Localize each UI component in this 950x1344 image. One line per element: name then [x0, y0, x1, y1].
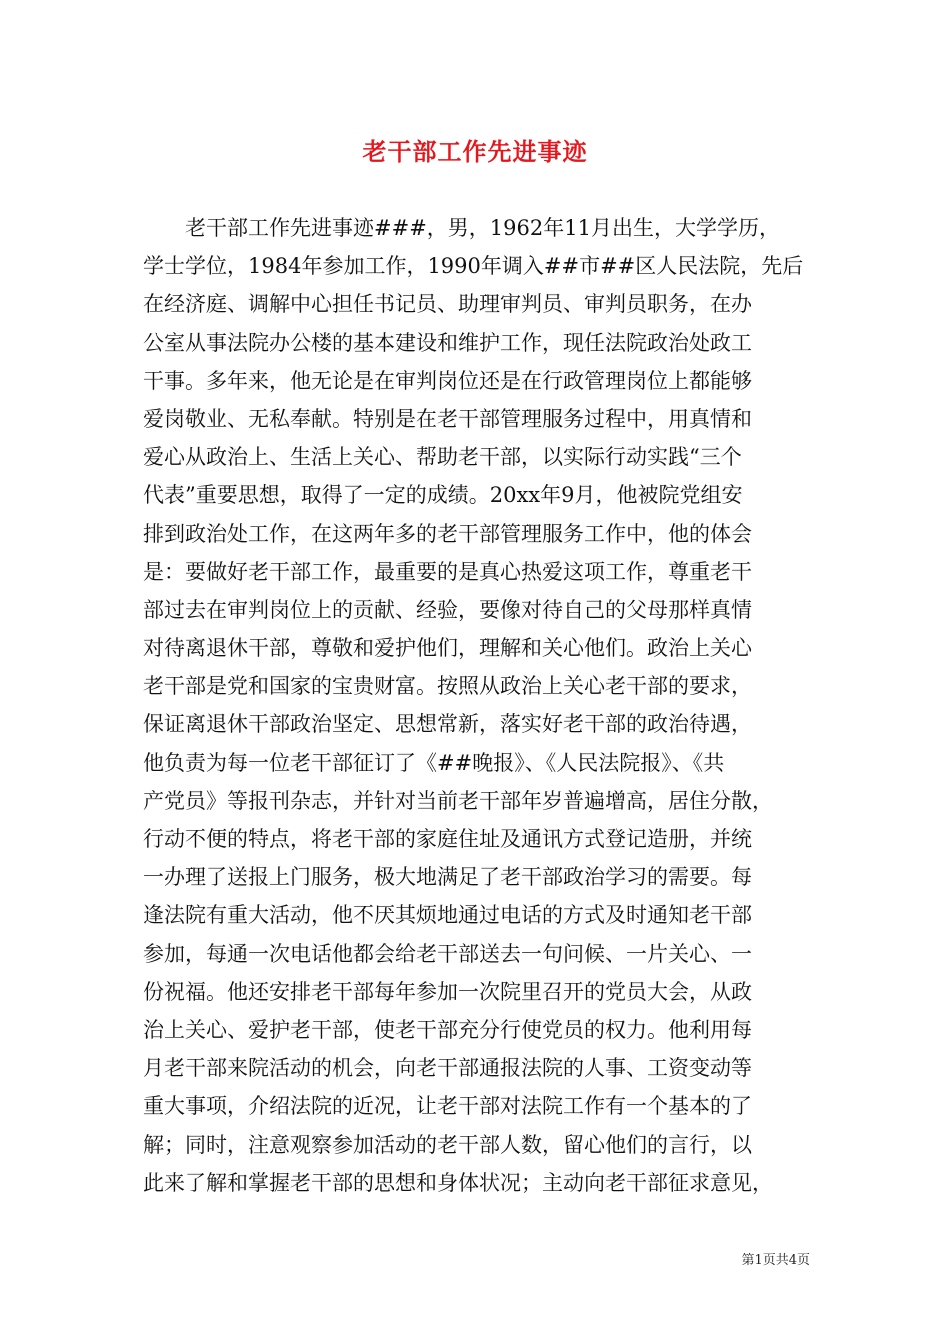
text-line: 解；同时，注意观察参加活动的老干部人数，留心他们的言行，以	[143, 1132, 752, 1157]
text-line: 学士学位，1984年参加工作，1990年调入##市##区人民法院，先后	[143, 254, 804, 279]
text-line: 排到政治处工作，在这两年多的老干部管理服务工作中，他的体会	[143, 521, 752, 546]
text-line: 公室从事法院办公楼的基本建设和维护工作，现任法院政治处政工	[143, 330, 752, 355]
text-line: 在经济庭、调解中心担任书记员、助理审判员、审判员职务，在办	[143, 292, 752, 317]
text-line: 他负责为每一位老干部征订了《##晚报》、《人民法院报》、《共	[143, 750, 725, 775]
text-line: 是：要做好老干部工作，最重要的是真心热爱这项工作，尊重老干	[143, 559, 752, 584]
text-line: 保证离退休干部政治坚定、思想常新，落实好老干部的政治待遇，	[143, 712, 752, 737]
text-line: 对待离退休干部，尊敬和爱护他们，理解和关心他们。政治上关心	[143, 636, 752, 661]
page-number: 第1页共4页	[741, 1253, 810, 1268]
text-line: 干事。多年来，他无论是在审判岗位还是在行政管理岗位上都能够	[143, 368, 752, 393]
text-line: 代表”重要思想，取得了一定的成绩。20xx年9月，他被院党组安	[143, 483, 743, 508]
page-title: 老干部工作先进事迹	[362, 137, 588, 166]
text-line: 爱心从政治上、生活上关心、帮助老干部，以实际行动实践“三个	[143, 445, 742, 470]
text-line: 爱岗敬业、无私奉献。特别是在老干部管理服务过程中，用真情和	[143, 406, 752, 431]
text-line: 产党员》等报刊杂志，并针对当前老干部年岁普遍增高，居住分散，	[143, 788, 773, 813]
text-line: 逢法院有重大活动，他不厌其烦地通过电话的方式及时通知老干部	[143, 903, 752, 928]
body-text	[143, 209, 823, 1202]
text-line: 老干部工作先进事迹###，男，1962年11月出生，大学学历，	[143, 216, 780, 240]
text-line: 此来了解和掌握老干部的思想和身体状况；主动向老干部征求意见，	[143, 1170, 773, 1195]
text-line: 月老干部来院活动的机会，向老干部通报法院的人事、工资变动等	[143, 1056, 752, 1081]
text-line: 老干部是党和国家的宝贵财富。按照从政治上关心老干部的要求，	[143, 674, 752, 699]
text-line: 行动不便的特点，将老干部的家庭住址及通讯方式登记造册，并统	[143, 827, 752, 851]
text-line: 参加，每通一次电话他都会给老干部送去一句问候、一片关心、一	[143, 941, 752, 966]
text-line: 份祝福。他还安排老干部每年参加一次院里召开的党员大会，从政	[143, 979, 752, 1004]
text-line: 部过去在审判岗位上的贡献、经验，要像对待自己的父母那样真情	[143, 597, 752, 622]
text-line: 治上关心、爱护老干部，使老干部充分行使党员的权力。他利用每	[143, 1017, 752, 1042]
text-line: 一办理了送报上门服务，极大地满足了老干部政治学习的需要。每	[143, 865, 752, 890]
text-line: 重大事项，介绍法院的近况，让老干部对法院工作有一个基本的了	[143, 1094, 752, 1119]
